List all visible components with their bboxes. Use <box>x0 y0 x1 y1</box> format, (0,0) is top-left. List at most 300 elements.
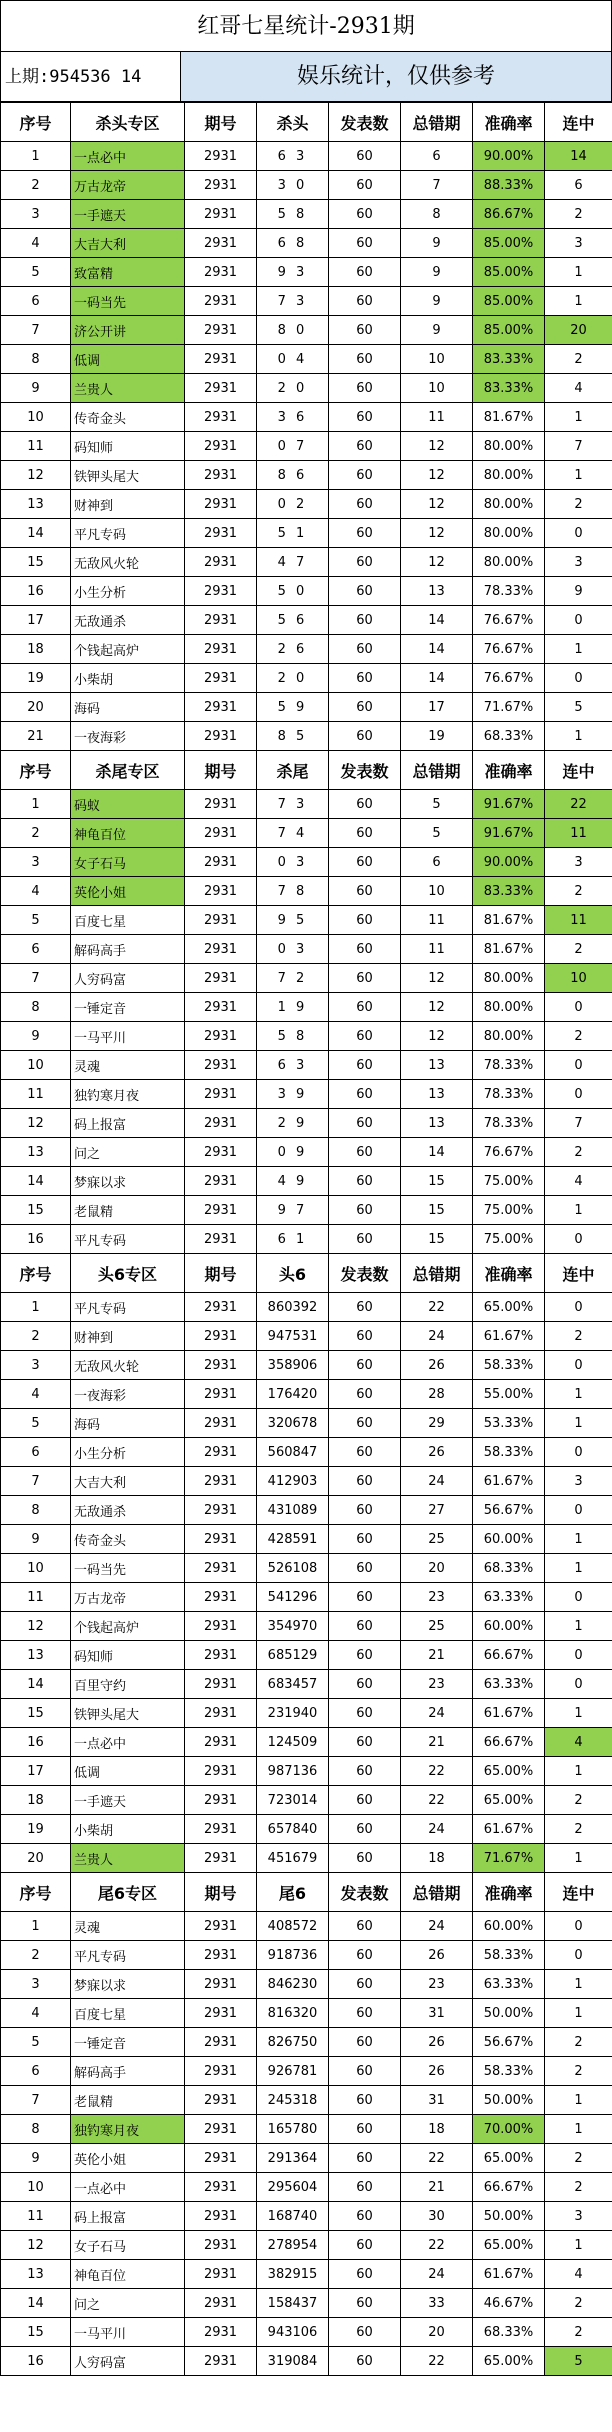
name-cell: 财神到 <box>71 1322 185 1351</box>
errors-cell: 12 <box>401 1022 473 1051</box>
column-header: 总错期 <box>401 751 473 790</box>
value-cell: 5 8 <box>257 200 329 229</box>
name-cell: 平凡专码 <box>71 519 185 548</box>
value-cell: 165780 <box>257 2115 329 2144</box>
published-cell: 60 <box>329 548 401 577</box>
errors-cell: 15 <box>401 1225 473 1254</box>
seq-cell: 3 <box>1 1351 71 1380</box>
column-header: 序号 <box>1 103 71 142</box>
table-row <box>1 790 612 819</box>
streak-cell: 0 <box>545 1670 612 1699</box>
value-cell: 9 5 <box>257 906 329 935</box>
published-cell: 60 <box>329 606 401 635</box>
accuracy-cell: 61.67% <box>473 1815 545 1844</box>
value-cell: 408572 <box>257 1912 329 1941</box>
table-row <box>1 964 612 993</box>
value-cell: 5 6 <box>257 606 329 635</box>
errors-cell: 5 <box>401 819 473 848</box>
seq-cell: 1 <box>1 790 71 819</box>
table-row <box>1 1109 612 1138</box>
published-cell: 60 <box>329 1999 401 2028</box>
streak-cell: 1 <box>545 1757 612 1786</box>
seq-cell: 1 <box>1 142 71 171</box>
issue-cell: 2931 <box>185 1641 257 1670</box>
value-cell: 4 7 <box>257 548 329 577</box>
errors-cell: 9 <box>401 287 473 316</box>
table-row <box>1 1167 612 1196</box>
column-header: 序号 <box>1 751 71 790</box>
name-cell: 铁钾头尾大 <box>71 461 185 490</box>
column-header: 发表数 <box>329 1873 401 1912</box>
seq-cell: 10 <box>1 403 71 432</box>
seq-cell: 9 <box>1 1022 71 1051</box>
streak-cell: 2 <box>545 345 612 374</box>
issue-cell: 2931 <box>185 2144 257 2173</box>
errors-cell: 12 <box>401 461 473 490</box>
column-header: 连中 <box>545 1873 612 1912</box>
errors-cell: 21 <box>401 1728 473 1757</box>
accuracy-cell: 80.00% <box>473 993 545 1022</box>
accuracy-cell: 61.67% <box>473 1322 545 1351</box>
errors-cell: 10 <box>401 877 473 906</box>
table-row <box>1 722 612 751</box>
published-cell: 60 <box>329 1167 401 1196</box>
name-cell: 码蚁 <box>71 790 185 819</box>
column-header: 杀尾专区 <box>71 751 185 790</box>
streak-cell: 22 <box>545 790 612 819</box>
published-cell: 60 <box>329 461 401 490</box>
name-cell: 海码 <box>71 1409 185 1438</box>
issue-cell: 2931 <box>185 287 257 316</box>
table-row <box>1 1912 612 1941</box>
column-header: 准确率 <box>473 1254 545 1293</box>
name-cell: 一马平川 <box>71 2318 185 2347</box>
seq-cell: 9 <box>1 2144 71 2173</box>
errors-cell: 20 <box>401 1554 473 1583</box>
table-row <box>1 287 612 316</box>
table-row <box>1 403 612 432</box>
name-cell: 码上报富 <box>71 1109 185 1138</box>
issue-cell: 2931 <box>185 1999 257 2028</box>
accuracy-cell: 66.67% <box>473 2173 545 2202</box>
column-header: 杀头 <box>257 103 329 142</box>
accuracy-cell: 53.33% <box>473 1409 545 1438</box>
table-row <box>1 1225 612 1254</box>
value-cell: 2 6 <box>257 635 329 664</box>
issue-cell: 2931 <box>185 1612 257 1641</box>
seq-cell: 5 <box>1 258 71 287</box>
column-header: 期号 <box>185 1254 257 1293</box>
table-row <box>1 1438 612 1467</box>
name-cell: 兰贵人 <box>71 1844 185 1873</box>
name-cell: 一锤定音 <box>71 2028 185 2057</box>
streak-cell: 2 <box>545 1786 612 1815</box>
streak-cell: 2 <box>545 2173 612 2202</box>
accuracy-cell: 58.33% <box>473 2057 545 2086</box>
column-header: 期号 <box>185 103 257 142</box>
table-row <box>1 635 612 664</box>
published-cell: 60 <box>329 1612 401 1641</box>
value-cell: 2 9 <box>257 1109 329 1138</box>
name-cell: 百度七星 <box>71 906 185 935</box>
streak-cell: 1 <box>545 722 612 751</box>
streak-cell: 2 <box>545 2144 612 2173</box>
value-cell: 918736 <box>257 1941 329 1970</box>
accuracy-cell: 80.00% <box>473 461 545 490</box>
issue-cell: 2931 <box>185 2318 257 2347</box>
errors-cell: 33 <box>401 2289 473 2318</box>
issue-cell: 2931 <box>185 1525 257 1554</box>
issue-cell: 2931 <box>185 635 257 664</box>
section-header-row <box>1 1254 612 1293</box>
issue-cell: 2931 <box>185 519 257 548</box>
errors-cell: 25 <box>401 1525 473 1554</box>
streak-cell: 0 <box>545 1641 612 1670</box>
errors-cell: 18 <box>401 1844 473 1873</box>
accuracy-cell: 80.00% <box>473 519 545 548</box>
column-header: 杀尾 <box>257 751 329 790</box>
errors-cell: 10 <box>401 374 473 403</box>
table-row <box>1 848 612 877</box>
value-cell: 354970 <box>257 1612 329 1641</box>
published-cell: 60 <box>329 345 401 374</box>
accuracy-cell: 75.00% <box>473 1225 545 1254</box>
errors-cell: 15 <box>401 1196 473 1225</box>
seq-cell: 9 <box>1 1525 71 1554</box>
accuracy-cell: 46.67% <box>473 2289 545 2318</box>
streak-cell: 10 <box>545 964 612 993</box>
errors-cell: 24 <box>401 2260 473 2289</box>
streak-cell: 5 <box>545 693 612 722</box>
seq-cell: 15 <box>1 548 71 577</box>
value-cell: 7 4 <box>257 819 329 848</box>
value-cell: 8 0 <box>257 316 329 345</box>
errors-cell: 22 <box>401 1757 473 1786</box>
name-cell: 女子石马 <box>71 848 185 877</box>
errors-cell: 7 <box>401 171 473 200</box>
table-row <box>1 1322 612 1351</box>
streak-cell: 4 <box>545 1728 612 1757</box>
published-cell: 60 <box>329 1022 401 1051</box>
name-cell: 一夜海彩 <box>71 722 185 751</box>
published-cell: 60 <box>329 1438 401 1467</box>
name-cell: 小柴胡 <box>71 664 185 693</box>
published-cell: 60 <box>329 1225 401 1254</box>
errors-cell: 21 <box>401 2173 473 2202</box>
accuracy-cell: 63.33% <box>473 1583 545 1612</box>
name-cell: 解码高手 <box>71 2057 185 2086</box>
accuracy-cell: 81.67% <box>473 935 545 964</box>
errors-cell: 24 <box>401 1699 473 1728</box>
issue-cell: 2931 <box>185 935 257 964</box>
name-cell: 问之 <box>71 2289 185 2318</box>
table-row <box>1 1380 612 1409</box>
name-cell: 小柴胡 <box>71 1815 185 1844</box>
published-cell: 60 <box>329 1080 401 1109</box>
accuracy-cell: 61.67% <box>473 1699 545 1728</box>
table-row <box>1 1999 612 2028</box>
table-row <box>1 1409 612 1438</box>
seq-cell: 14 <box>1 1670 71 1699</box>
issue-cell: 2931 <box>185 1583 257 1612</box>
accuracy-cell: 83.33% <box>473 374 545 403</box>
issue-cell: 2931 <box>185 577 257 606</box>
issue-cell: 2931 <box>185 1196 257 1225</box>
name-cell: 梦寐以求 <box>71 1970 185 1999</box>
errors-cell: 8 <box>401 200 473 229</box>
table-row <box>1 2231 612 2260</box>
previous-result: 上期:954536 14 <box>1 52 181 101</box>
column-header: 头6 <box>257 1254 329 1293</box>
streak-cell: 0 <box>545 1496 612 1525</box>
errors-cell: 12 <box>401 519 473 548</box>
streak-cell: 1 <box>545 1525 612 1554</box>
published-cell: 60 <box>329 877 401 906</box>
published-cell: 60 <box>329 1380 401 1409</box>
seq-cell: 18 <box>1 635 71 664</box>
value-cell: 0 3 <box>257 935 329 964</box>
streak-cell: 1 <box>545 2115 612 2144</box>
published-cell: 60 <box>329 1196 401 1225</box>
accuracy-cell: 58.33% <box>473 1351 545 1380</box>
table-row <box>1 993 612 1022</box>
seq-cell: 6 <box>1 287 71 316</box>
published-cell: 60 <box>329 1525 401 1554</box>
value-cell: 412903 <box>257 1467 329 1496</box>
page-title: 红哥七星统计-2931期 <box>0 0 612 52</box>
table-row <box>1 1525 612 1554</box>
table-row <box>1 1786 612 1815</box>
table-row <box>1 1080 612 1109</box>
seq-cell: 12 <box>1 1612 71 1641</box>
name-cell: 百度七星 <box>71 1999 185 2028</box>
seq-cell: 8 <box>1 345 71 374</box>
streak-cell: 1 <box>545 1699 612 1728</box>
errors-cell: 24 <box>401 1322 473 1351</box>
published-cell: 60 <box>329 1138 401 1167</box>
name-cell: 一手遮天 <box>71 1786 185 1815</box>
issue-cell: 2931 <box>185 1109 257 1138</box>
issue-cell: 2931 <box>185 403 257 432</box>
errors-cell: 29 <box>401 1409 473 1438</box>
table-row <box>1 142 612 171</box>
accuracy-cell: 61.67% <box>473 2260 545 2289</box>
seq-cell: 8 <box>1 1496 71 1525</box>
accuracy-cell: 78.33% <box>473 577 545 606</box>
streak-cell: 1 <box>545 2231 612 2260</box>
table-row <box>1 432 612 461</box>
column-header: 准确率 <box>473 751 545 790</box>
value-cell: 7 3 <box>257 790 329 819</box>
issue-cell: 2931 <box>185 2173 257 2202</box>
name-cell: 财神到 <box>71 490 185 519</box>
value-cell: 7 2 <box>257 964 329 993</box>
name-cell: 百里守约 <box>71 1670 185 1699</box>
errors-cell: 25 <box>401 1612 473 1641</box>
accuracy-cell: 61.67% <box>473 1467 545 1496</box>
issue-cell: 2931 <box>185 606 257 635</box>
accuracy-cell: 68.33% <box>473 722 545 751</box>
errors-cell: 22 <box>401 2231 473 2260</box>
name-cell: 人穷码富 <box>71 2347 185 2376</box>
value-cell: 451679 <box>257 1844 329 1873</box>
accuracy-cell: 50.00% <box>473 2086 545 2115</box>
errors-cell: 15 <box>401 1167 473 1196</box>
accuracy-cell: 65.00% <box>473 2231 545 2260</box>
accuracy-cell: 58.33% <box>473 1438 545 1467</box>
value-cell: 0 9 <box>257 1138 329 1167</box>
issue-cell: 2931 <box>185 2057 257 2086</box>
accuracy-cell: 58.33% <box>473 1941 545 1970</box>
name-cell: 大吉大利 <box>71 229 185 258</box>
seq-cell: 9 <box>1 374 71 403</box>
value-cell: 560847 <box>257 1438 329 1467</box>
seq-cell: 18 <box>1 1786 71 1815</box>
accuracy-cell: 75.00% <box>473 1167 545 1196</box>
errors-cell: 22 <box>401 2144 473 2173</box>
value-cell: 1 9 <box>257 993 329 1022</box>
name-cell: 女子石马 <box>71 2231 185 2260</box>
name-cell: 个钱起高炉 <box>71 635 185 664</box>
errors-cell: 14 <box>401 664 473 693</box>
table-row <box>1 461 612 490</box>
name-cell: 一点必中 <box>71 1728 185 1757</box>
table-row <box>1 1138 612 1167</box>
value-cell: 723014 <box>257 1786 329 1815</box>
table-row <box>1 935 612 964</box>
errors-cell: 26 <box>401 2057 473 2086</box>
table-row <box>1 1022 612 1051</box>
published-cell: 60 <box>329 906 401 935</box>
published-cell: 60 <box>329 2057 401 2086</box>
name-cell: 一锤定音 <box>71 993 185 1022</box>
name-cell: 无敌风火轮 <box>71 548 185 577</box>
streak-cell: 4 <box>545 1167 612 1196</box>
errors-cell: 9 <box>401 258 473 287</box>
issue-cell: 2931 <box>185 1844 257 1873</box>
info-bar <box>0 52 612 102</box>
name-cell: 码上报富 <box>71 2202 185 2231</box>
seq-cell: 14 <box>1 519 71 548</box>
value-cell: 3 0 <box>257 171 329 200</box>
stats-table <box>0 102 612 2376</box>
table-row <box>1 1351 612 1380</box>
name-cell: 万古龙帝 <box>71 171 185 200</box>
streak-cell: 20 <box>545 316 612 345</box>
column-header: 连中 <box>545 103 612 142</box>
errors-cell: 22 <box>401 1293 473 1322</box>
issue-cell: 2931 <box>185 964 257 993</box>
accuracy-cell: 91.67% <box>473 790 545 819</box>
errors-cell: 28 <box>401 1380 473 1409</box>
streak-cell: 0 <box>545 993 612 1022</box>
accuracy-cell: 65.00% <box>473 2144 545 2173</box>
table-row <box>1 577 612 606</box>
accuracy-cell: 65.00% <box>473 1786 545 1815</box>
published-cell: 60 <box>329 2231 401 2260</box>
published-cell: 60 <box>329 693 401 722</box>
accuracy-cell: 78.33% <box>473 1109 545 1138</box>
errors-cell: 21 <box>401 1641 473 1670</box>
table-row <box>1 906 612 935</box>
section-header-row <box>1 1873 612 1912</box>
published-cell: 60 <box>329 1699 401 1728</box>
issue-cell: 2931 <box>185 2260 257 2289</box>
published-cell: 60 <box>329 1757 401 1786</box>
published-cell: 60 <box>329 635 401 664</box>
value-cell: 320678 <box>257 1409 329 1438</box>
streak-cell: 6 <box>545 171 612 200</box>
section-header-row <box>1 751 612 790</box>
issue-cell: 2931 <box>185 2028 257 2057</box>
issue-cell: 2931 <box>185 461 257 490</box>
table-row <box>1 229 612 258</box>
column-header: 期号 <box>185 1873 257 1912</box>
accuracy-cell: 66.67% <box>473 1728 545 1757</box>
column-header: 发表数 <box>329 751 401 790</box>
seq-cell: 4 <box>1 1999 71 2028</box>
table-row <box>1 1815 612 1844</box>
errors-cell: 13 <box>401 1109 473 1138</box>
streak-cell: 1 <box>545 1380 612 1409</box>
seq-cell: 7 <box>1 1467 71 1496</box>
seq-cell: 11 <box>1 432 71 461</box>
table-row <box>1 1670 612 1699</box>
table-row <box>1 2347 612 2376</box>
column-header: 序号 <box>1 1254 71 1293</box>
name-cell: 大吉大利 <box>71 1467 185 1496</box>
accuracy-cell: 76.67% <box>473 664 545 693</box>
name-cell: 独钓寒月夜 <box>71 2115 185 2144</box>
accuracy-cell: 60.00% <box>473 1612 545 1641</box>
errors-cell: 27 <box>401 1496 473 1525</box>
seq-cell: 20 <box>1 1844 71 1873</box>
table-row <box>1 2260 612 2289</box>
table-row <box>1 548 612 577</box>
seq-cell: 3 <box>1 848 71 877</box>
seq-cell: 7 <box>1 964 71 993</box>
issue-cell: 2931 <box>185 1941 257 1970</box>
seq-cell: 4 <box>1 229 71 258</box>
published-cell: 60 <box>329 1786 401 1815</box>
column-header: 总错期 <box>401 1873 473 1912</box>
table-row <box>1 1612 612 1641</box>
name-cell: 灵魂 <box>71 1051 185 1080</box>
value-cell: 5 9 <box>257 693 329 722</box>
published-cell: 60 <box>329 229 401 258</box>
issue-cell: 2931 <box>185 2289 257 2318</box>
column-header: 发表数 <box>329 103 401 142</box>
value-cell: 231940 <box>257 1699 329 1728</box>
published-cell: 60 <box>329 142 401 171</box>
errors-cell: 31 <box>401 2086 473 2115</box>
name-cell: 人穷码富 <box>71 964 185 993</box>
errors-cell: 14 <box>401 606 473 635</box>
published-cell: 60 <box>329 1583 401 1612</box>
issue-cell: 2931 <box>185 1225 257 1254</box>
table-row <box>1 2057 612 2086</box>
table-row <box>1 819 612 848</box>
table-row <box>1 1641 612 1670</box>
name-cell: 小生分析 <box>71 1438 185 1467</box>
accuracy-cell: 66.67% <box>473 1641 545 1670</box>
table-row <box>1 1970 612 1999</box>
issue-cell: 2931 <box>185 877 257 906</box>
table-row <box>1 2173 612 2202</box>
name-cell: 解码高手 <box>71 935 185 964</box>
table-row <box>1 664 612 693</box>
accuracy-cell: 80.00% <box>473 548 545 577</box>
